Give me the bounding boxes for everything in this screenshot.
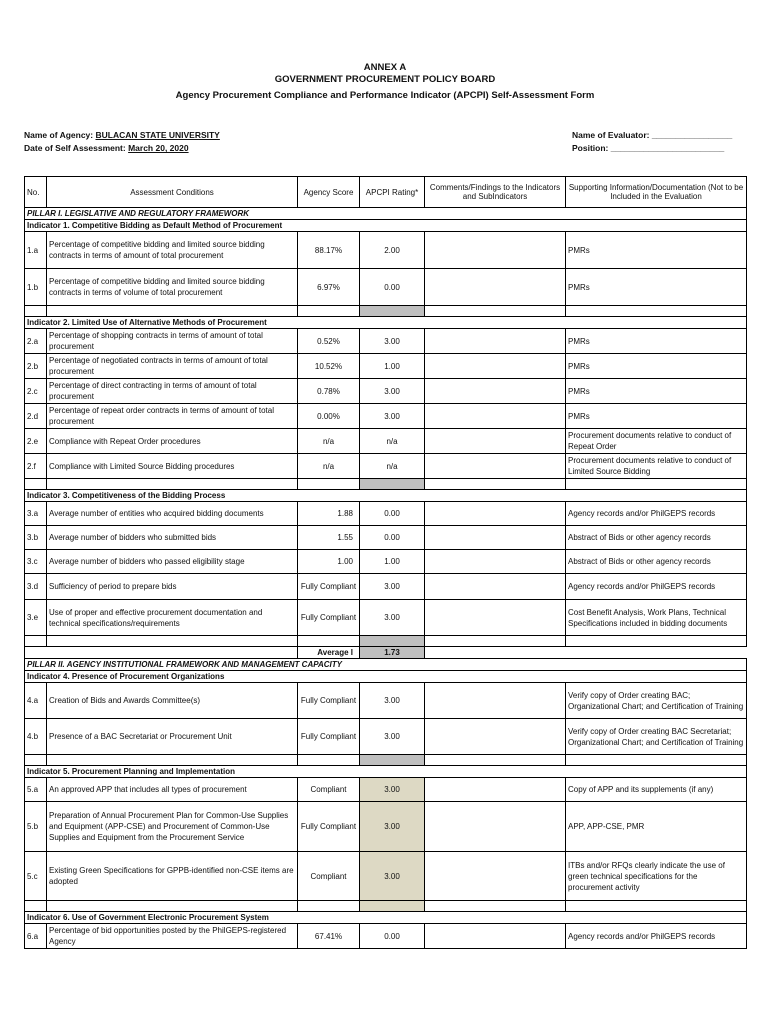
row-support: PMRs	[566, 269, 747, 306]
row-rating: 3.00	[360, 778, 425, 802]
col-score: Agency Score	[298, 177, 360, 208]
row-score: Fully Compliant	[298, 719, 360, 755]
row-no: 3.e	[25, 600, 47, 636]
row-support: Verify copy of Order creating BAC Secretariat; Organizational Chart; and Certification of Training	[566, 719, 747, 755]
row-score: 0.52%	[298, 329, 360, 354]
table-row	[25, 526, 747, 550]
row-condition: Percentage of negotiated contracts in terms of amount of total procurement	[47, 354, 298, 379]
row-condition: Average number of bidders who passed eligibility stage	[47, 550, 298, 574]
table-row	[25, 429, 747, 454]
row-comment[interactable]	[425, 454, 566, 479]
row-score: 10.52%	[298, 354, 360, 379]
row-comment[interactable]	[425, 379, 566, 404]
row-no: 5.c	[25, 852, 47, 901]
evaluator-name: Name of Evaluator: _________________	[572, 130, 733, 140]
table-row	[25, 404, 747, 429]
row-condition: Sufficiency of period to prepare bids	[47, 574, 298, 600]
form-title: Agency Procurement Compliance and Performance Indicator (APCPI) Self-Assessment Form	[175, 90, 595, 101]
table-row	[25, 600, 747, 636]
row-comment[interactable]	[425, 526, 566, 550]
col-no: No.	[25, 177, 47, 208]
indicator-4-heading: Indicator 4. Presence of Procurement Organizations	[25, 671, 747, 683]
row-condition: Percentage of competitive bidding and limited source bidding contracts in terms of amount of total procurement	[47, 232, 298, 269]
row-comment[interactable]	[425, 329, 566, 354]
average-row	[25, 647, 747, 659]
row-score: 6.97%	[298, 269, 360, 306]
table-row	[25, 454, 747, 479]
row-support: Agency records and/or PhilGEPS records	[566, 924, 747, 949]
row-condition: Average number of bidders who submitted bids	[47, 526, 298, 550]
row-no: 2.e	[25, 429, 47, 454]
row-no: 2.d	[25, 404, 47, 429]
row-rating: 0.00	[360, 526, 425, 550]
row-comment[interactable]	[425, 429, 566, 454]
row-rating: 3.00	[360, 404, 425, 429]
row-score: 0.78%	[298, 379, 360, 404]
row-condition: Percentage of repeat order contracts in terms of amount of total procurement	[47, 404, 298, 429]
row-condition: Preparation of Annual Procurement Plan for Common-Use Supplies and Equipment (APP-CSE) and Procurement of Common-Use Supplies and Equipment from the Procurement Service	[47, 802, 298, 852]
row-support: Copy of APP and its supplements (if any)	[566, 778, 747, 802]
row-condition: Compliance with Limited Source Bidding procedures	[47, 454, 298, 479]
assessment-table	[24, 176, 747, 949]
row-rating: 3.00	[360, 683, 425, 719]
row-comment[interactable]	[425, 232, 566, 269]
table-row	[25, 329, 747, 354]
row-support: ITBs and/or RFQs clearly indicate the use of green technical specifications for the procurement activity	[566, 852, 747, 901]
row-condition: Compliance with Repeat Order procedures	[47, 429, 298, 454]
row-condition: Percentage of competitive bidding and limited source bidding contracts in terms of volume of total procurement	[47, 269, 298, 306]
row-comment[interactable]	[425, 852, 566, 901]
row-score: n/a	[298, 454, 360, 479]
row-support: PMRs	[566, 329, 747, 354]
row-rating: n/a	[360, 454, 425, 479]
row-support: PMRs	[566, 379, 747, 404]
row-no: 3.a	[25, 502, 47, 526]
row-no: 3.d	[25, 574, 47, 600]
row-score: n/a	[298, 429, 360, 454]
row-no: 2.a	[25, 329, 47, 354]
table-row	[25, 269, 747, 306]
row-rating: 3.00	[360, 802, 425, 852]
row-score: Compliant	[298, 852, 360, 901]
row-rating: 3.00	[360, 852, 425, 901]
table-row	[25, 379, 747, 404]
row-comment[interactable]	[425, 354, 566, 379]
col-rating: APCPI Rating*	[360, 177, 425, 208]
row-score: Fully Compliant	[298, 600, 360, 636]
assessment-date: Date of Self Assessment: March 20, 2020	[24, 143, 189, 153]
row-rating: 2.00	[360, 232, 425, 269]
row-score: Compliant	[298, 778, 360, 802]
row-rating: 1.00	[360, 550, 425, 574]
indicator-1-heading: Indicator 1. Competitive Bidding as Default Method of Procurement	[25, 220, 747, 232]
row-no: 3.c	[25, 550, 47, 574]
row-rating: 3.00	[360, 379, 425, 404]
row-score: 1.88	[298, 502, 360, 526]
row-condition: Presence of a BAC Secretariat or Procurement Unit	[47, 719, 298, 755]
row-rating: 0.00	[360, 269, 425, 306]
table-row	[25, 550, 747, 574]
row-condition: Percentage of direct contracting in terms of amount of total procurement	[47, 379, 298, 404]
row-support: Abstract of Bids or other agency records	[566, 550, 747, 574]
pillar-2-heading: PILLAR II. AGENCY INSTITUTIONAL FRAMEWORK AND MANAGEMENT CAPACITY	[25, 659, 747, 671]
table-row	[25, 802, 747, 852]
row-condition: An approved APP that includes all types of procurement	[47, 778, 298, 802]
table-row	[25, 924, 747, 949]
row-condition: Existing Green Specifications for GPPB-identified non-CSE items are adopted	[47, 852, 298, 901]
table-row	[25, 232, 747, 269]
row-no: 2.b	[25, 354, 47, 379]
pillar-1-heading: PILLAR I. LEGISLATIVE AND REGULATORY FRAMEWORK	[25, 208, 747, 220]
row-score: 67.41%	[298, 924, 360, 949]
row-support: PMRs	[566, 404, 747, 429]
row-no: 6.a	[25, 924, 47, 949]
row-condition: Percentage of bid opportunities posted by the PhilGEPS-registered Agency	[47, 924, 298, 949]
row-comment[interactable]	[425, 502, 566, 526]
row-rating: 0.00	[360, 502, 425, 526]
col-comments: Comments/Findings to the Indicators and SubIndicators	[425, 177, 566, 208]
table-row	[25, 778, 747, 802]
row-rating: 3.00	[360, 719, 425, 755]
row-support: Cost Benefit Analysis, Work Plans, Technical Specifications included in bidding documents	[566, 600, 747, 636]
row-comment[interactable]	[425, 600, 566, 636]
row-comment[interactable]	[425, 550, 566, 574]
col-supporting: Supporting Information/Documentation (Not to be Included in the Evaluation	[566, 177, 747, 208]
average-label: Average I	[298, 647, 360, 659]
agency-name: Name of Agency: BULACAN STATE UNIVERSITY	[24, 130, 220, 140]
row-support: APP, APP-CSE, PMR	[566, 802, 747, 852]
row-comment[interactable]	[425, 683, 566, 719]
row-support: PMRs	[566, 354, 747, 379]
table-row	[25, 574, 747, 600]
row-support: Agency records and/or PhilGEPS records	[566, 502, 747, 526]
evaluator-position: Position: ________________________	[572, 143, 725, 153]
row-comment[interactable]	[425, 719, 566, 755]
row-no: 4.b	[25, 719, 47, 755]
row-no: 1.b	[25, 269, 47, 306]
table-row	[25, 502, 747, 526]
row-rating: 1.00	[360, 354, 425, 379]
row-no: 1.a	[25, 232, 47, 269]
row-support: Procurement documents relative to conduct of Limited Source Bidding	[566, 454, 747, 479]
row-comment[interactable]	[425, 574, 566, 600]
row-score: Fully Compliant	[298, 574, 360, 600]
row-condition: Creation of Bids and Awards Committee(s)	[47, 683, 298, 719]
table-row	[25, 719, 747, 755]
table-row	[25, 683, 747, 719]
row-no: 3.b	[25, 526, 47, 550]
row-no: 4.a	[25, 683, 47, 719]
table-row	[25, 354, 747, 379]
row-rating: n/a	[360, 429, 425, 454]
row-score: 88.17%	[298, 232, 360, 269]
row-condition: Use of proper and effective procurement documentation and technical specifications/requirements	[47, 600, 298, 636]
indicator-6-heading: Indicator 6. Use of Government Electronic Procurement System	[25, 912, 747, 924]
table-header-row	[25, 177, 747, 208]
row-condition: Average number of entities who acquired bidding documents	[47, 502, 298, 526]
row-support: Agency records and/or PhilGEPS records	[566, 574, 747, 600]
row-support: Abstract of Bids or other agency records	[566, 526, 747, 550]
row-comment[interactable]	[425, 404, 566, 429]
row-comment[interactable]	[425, 802, 566, 852]
row-no: 2.f	[25, 454, 47, 479]
row-comment[interactable]	[425, 924, 566, 949]
row-no: 5.b	[25, 802, 47, 852]
row-comment[interactable]	[425, 269, 566, 306]
row-comment[interactable]	[425, 778, 566, 802]
board-title: GOVERNMENT PROCUREMENT POLICY BOARD	[274, 74, 496, 85]
annex-label: ANNEX A	[363, 62, 407, 73]
row-rating: 3.00	[360, 574, 425, 600]
row-score: Fully Compliant	[298, 802, 360, 852]
table-row	[25, 852, 747, 901]
indicator-3-heading: Indicator 3. Competitiveness of the Bidding Process	[25, 490, 747, 502]
indicator-2-heading: Indicator 2. Limited Use of Alternative Methods of Procurement	[25, 317, 747, 329]
row-score: 1.55	[298, 526, 360, 550]
row-rating: 3.00	[360, 329, 425, 354]
row-support: Verify copy of Order creating BAC; Organizational Chart; and Certification of Training	[566, 683, 747, 719]
row-support: Procurement documents relative to conduct of Repeat Order	[566, 429, 747, 454]
row-score: 1.00	[298, 550, 360, 574]
row-rating: 3.00	[360, 600, 425, 636]
row-rating: 0.00	[360, 924, 425, 949]
row-support: PMRs	[566, 232, 747, 269]
indicator-5-heading: Indicator 5. Procurement Planning and Implementation	[25, 766, 747, 778]
average-value: 1.73	[360, 647, 425, 659]
col-conditions: Assessment Conditions	[47, 177, 298, 208]
row-no: 5.a	[25, 778, 47, 802]
row-score: 0.00%	[298, 404, 360, 429]
row-condition: Percentage of shopping contracts in terms of amount of total procurement	[47, 329, 298, 354]
row-no: 2.c	[25, 379, 47, 404]
row-score: Fully Compliant	[298, 683, 360, 719]
